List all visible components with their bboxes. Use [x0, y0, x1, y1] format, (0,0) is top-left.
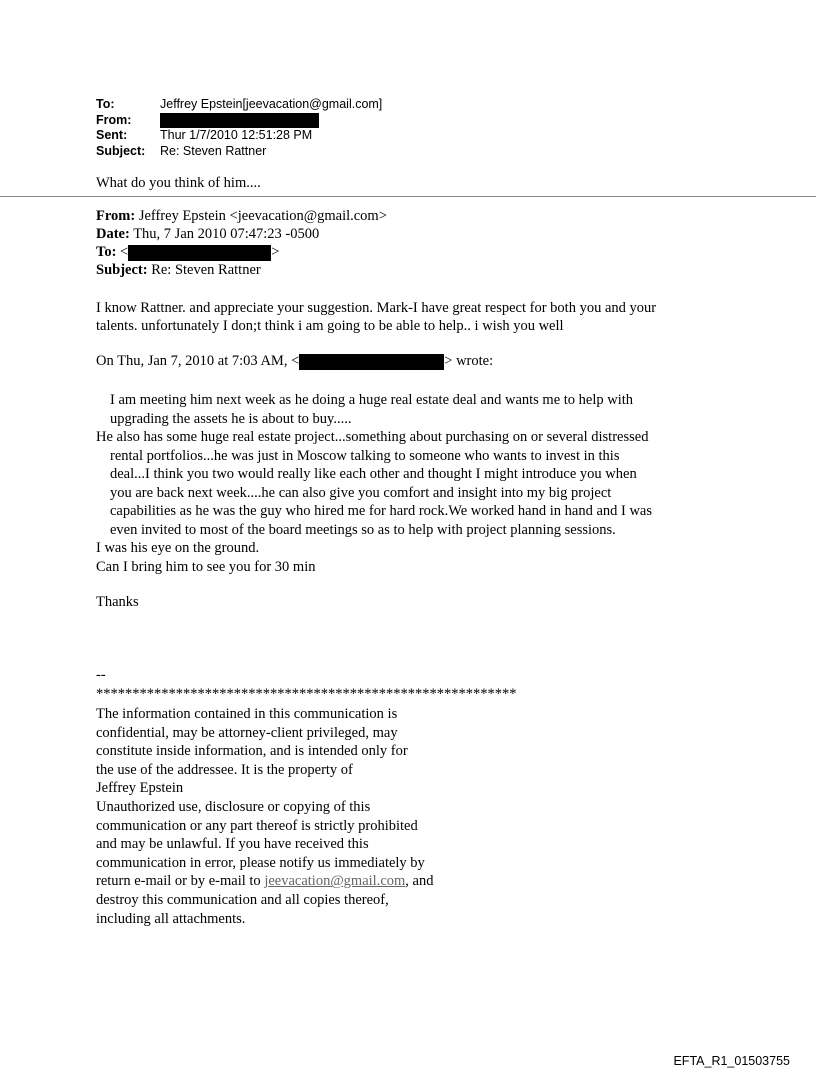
quoted-from-value: Jeffrey Epstein <jeevacation@gmail.com> — [135, 208, 387, 224]
from-row — [96, 113, 382, 129]
to-value: Jeffrey Epstein[jeevacation@gmail.com] — [160, 97, 383, 111]
sent-label: Sent: — [96, 128, 128, 142]
notice-line — [96, 872, 496, 891]
quoted-line: you are back next week....he can also give you comfort and insight into my big project — [110, 484, 612, 501]
quoted-to-redaction — [128, 245, 271, 261]
quoted-line: He also has some huge real estate project...something about purchasing on or several distressed — [96, 429, 649, 445]
signature-stars: ********************************************************** — [96, 685, 517, 702]
quoted-to-row — [96, 243, 387, 261]
epstein-reply — [96, 299, 736, 335]
divider — [0, 196, 816, 197]
quoted-date-label: Date: — [96, 226, 130, 242]
signature-dashes: -- — [96, 667, 106, 683]
signature-separator — [96, 666, 517, 703]
quoted-to-open: < — [116, 244, 129, 260]
to-label: To: — [96, 97, 115, 111]
sent-value: Thur 1/7/2010 12:51:28 PM — [160, 128, 313, 142]
reply-text: What do you think of him.... — [96, 175, 261, 191]
notice-line: Unauthorized use, disclosure or copying of this — [96, 798, 371, 815]
subject-value: Re: Steven Rattner — [160, 143, 267, 158]
email-header — [96, 97, 382, 159]
quoted-subject-row — [96, 261, 387, 279]
subject-label: Subject: — [96, 143, 146, 158]
quoted-line: I was his eye on the ground. — [96, 540, 260, 556]
subject-row — [96, 144, 382, 160]
epstein-reply-line: talents. unfortunately I don;t think i am going to be able to help.. i wish you well — [96, 318, 564, 334]
quoted-line: even invited to most of the board meetings so as to help with project planning sessions. — [110, 521, 616, 538]
notice-line: communication in error, please notify us immediately by — [96, 854, 425, 871]
quoted-line: deal...I think you two would really like each other and thought I might introduce you when — [110, 466, 637, 482]
attribution-redaction — [299, 354, 444, 370]
attribution-prefix: On Thu, Jan 7, 2010 at 7:03 AM, < — [96, 353, 300, 369]
quoted-date-row — [96, 225, 387, 243]
quoted-line: rental portfolios...he was just in Moscow talking to someone who wants to invest in this — [110, 447, 620, 464]
to-row — [96, 97, 382, 113]
quoted-from-row — [96, 207, 387, 225]
from-redaction — [160, 113, 319, 128]
notice-line: and may be unlawful. If you have received this — [96, 836, 369, 853]
quoted-message — [96, 391, 736, 576]
notice-line: The information contained in this communication is — [96, 706, 398, 722]
quoted-line: capabilities as he was the guy who hired me for hard rock.We worked hand in hand and I was — [110, 503, 653, 519]
confidentiality-notice — [96, 705, 496, 928]
notice-line-prefix: return e-mail or by e-mail to — [96, 873, 265, 890]
quoted-header — [96, 207, 387, 279]
quoted-subject-value: Re: Steven Rattner — [147, 262, 261, 278]
notice-line: destroy this communication and all copies thereof, — [96, 891, 389, 908]
notice-line-suffix: , and — [405, 873, 434, 890]
notice-line: including all attachments. — [96, 910, 246, 927]
epstein-reply-line: I know Rattner. and appreciate your suggestion. Mark-I have great respect for both you and your — [96, 300, 657, 316]
notice-line: constitute inside information, and is intended only for — [96, 743, 408, 760]
attribution-line — [96, 353, 493, 370]
notice-line: Jeffrey Epstein — [96, 780, 184, 797]
quoted-line: Can I bring him to see you for 30 min — [96, 558, 316, 575]
notice-line: communication or any part thereof is strictly prohibited — [96, 817, 418, 834]
document-id: EFTA_R1_01503755 — [673, 1054, 790, 1068]
attribution-suffix: > wrote: — [444, 353, 494, 369]
quoted-line: upgrading the assets he is about to buy..... — [110, 410, 352, 427]
quoted-line: I am meeting him next week as he doing a huge real estate deal and wants me to help with — [110, 392, 634, 408]
email-link[interactable]: jeevacation@gmail.com — [264, 873, 406, 890]
quoted-date-value: Thu, 7 Jan 2010 07:47:23 -0500 — [129, 226, 320, 242]
from-label: From: — [96, 112, 132, 127]
quoted-subject-label: Subject: — [96, 262, 148, 278]
sent-row — [96, 128, 382, 144]
quoted-to-close: > — [271, 244, 280, 260]
quoted-from-label: From: — [96, 208, 136, 224]
notice-line: confidential, may be attorney-client privileged, may — [96, 724, 398, 741]
quoted-to-label: To: — [96, 244, 117, 260]
notice-line: the use of the addressee. It is the property of — [96, 761, 353, 778]
thanks-text: Thanks — [96, 594, 139, 610]
